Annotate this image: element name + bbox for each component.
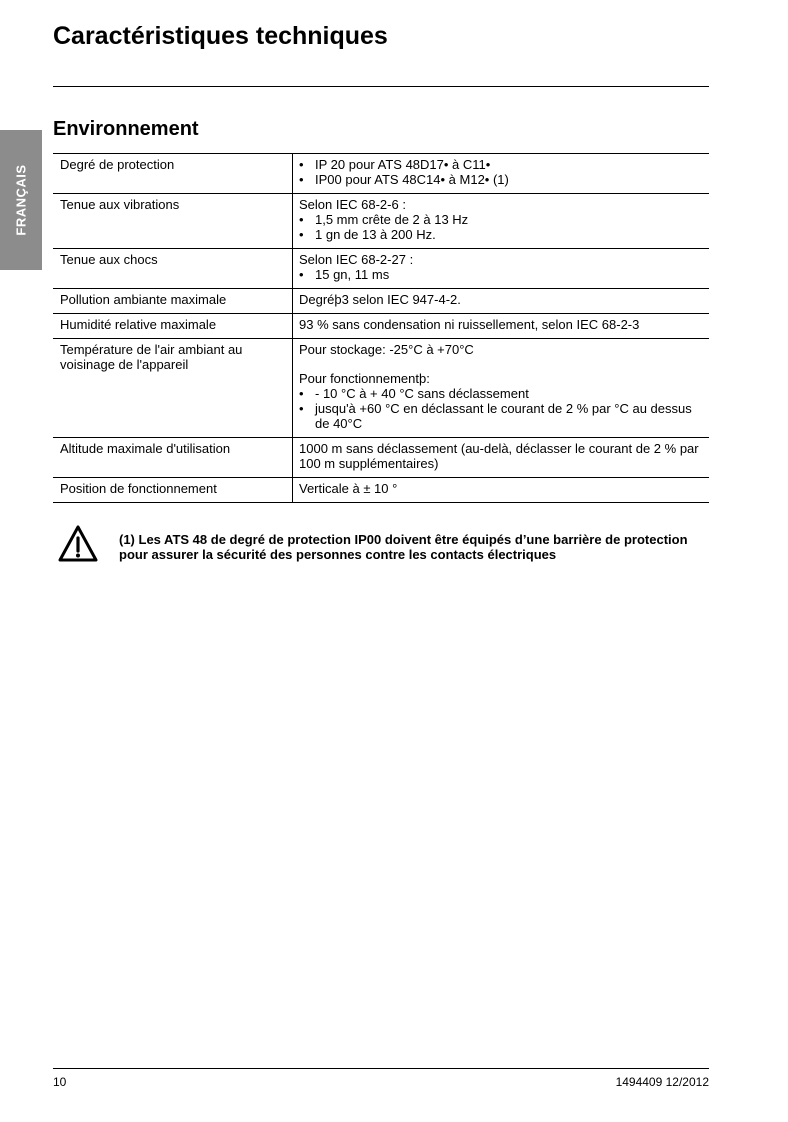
table-row xyxy=(53,154,709,194)
table-row xyxy=(53,314,709,339)
row-intro: Selon IEC 68-2-6 : xyxy=(299,197,406,212)
bullet-icon: • xyxy=(299,401,304,416)
table-row xyxy=(53,289,709,314)
row-label: Tenue aux chocs xyxy=(53,249,293,289)
table-row xyxy=(53,339,709,438)
list-item: • - 10 °C à + 40 °C sans déclassement xyxy=(299,386,529,401)
row-value xyxy=(293,194,710,249)
warning-triangle-icon xyxy=(57,524,99,564)
page-title: Caractéristiques techniques xyxy=(53,22,388,50)
row-value: Degréþ3 selon IEC 947-4-2. xyxy=(299,292,461,307)
row-label: Position de fonctionnement xyxy=(53,478,293,503)
bullet-icon: • xyxy=(299,157,304,172)
environment-spec-table xyxy=(53,153,709,503)
bullet-icon: • xyxy=(299,227,304,242)
bullet-icon: • xyxy=(299,172,304,187)
list-item: • 1,5 mm crête de 2 à 13 Hz xyxy=(299,212,469,227)
row-label: Altitude maximale d'utilisation xyxy=(53,438,293,478)
row-label: Tenue aux vibrations xyxy=(53,194,293,249)
bullet-icon: • xyxy=(299,267,304,282)
list-item: • 1 gn de 13 à 200 Hz. xyxy=(299,227,436,242)
footer-divider xyxy=(53,1068,709,1069)
list-item: • IP00 pour ATS 48C14• à M12• (1) xyxy=(299,172,509,187)
row-intro: Selon IEC 68-2-27 : xyxy=(299,252,414,267)
row-value xyxy=(293,339,710,438)
bullet-icon: • xyxy=(299,386,304,401)
section-title: Environnement xyxy=(53,118,199,140)
row-value: 1000 m sans déclassement (au-delà, déclasser le courant de 2 % par 100 m supplémentaires) xyxy=(299,441,699,471)
row-value xyxy=(293,249,710,289)
operation-intro: Pour fonctionnementþ: xyxy=(299,371,430,386)
table-row xyxy=(53,249,709,289)
table-row xyxy=(53,438,709,478)
row-value: 93 % sans condensation ni ruissellement, selon IEC 68-2-3 xyxy=(299,317,640,332)
language-label: FRANÇAIS xyxy=(13,164,29,236)
row-value: Verticale à ± 10 ° xyxy=(299,481,398,496)
header-divider xyxy=(53,86,709,87)
row-label: Degré de protection xyxy=(53,154,293,194)
row-label: Température de l'air ambiant au voisinage de l'appareil xyxy=(53,339,293,438)
language-side-tab xyxy=(0,130,42,270)
list-item: • IP 20 pour ATS 48D17• à C11• xyxy=(299,157,491,172)
document-reference: 1494409 12/2012 xyxy=(615,1075,709,1089)
row-value xyxy=(293,154,710,194)
row-label: Humidité relative maximale xyxy=(53,314,293,339)
table-row xyxy=(53,194,709,249)
row-label: Pollution ambiante maximale xyxy=(53,289,293,314)
warning-text: (1) Les ATS 48 de degré de protection IP00 doivent être équipés d’une barrière de protection pour assurer la sécurité des personnes contre les contacts électriques xyxy=(119,532,688,562)
table-row xyxy=(53,478,709,503)
safety-warning xyxy=(57,524,709,566)
bullet-icon: • xyxy=(299,212,304,227)
page-number: 10 xyxy=(53,1075,67,1089)
list-item: • jusqu'à +60 °C en déclassant le courant de 2 % par °C au dessus de 40°C xyxy=(299,401,692,431)
list-item: • 15 gn, 11 ms xyxy=(299,267,390,282)
storage-range: Pour stockage: -25°C à +70°C xyxy=(299,342,474,357)
